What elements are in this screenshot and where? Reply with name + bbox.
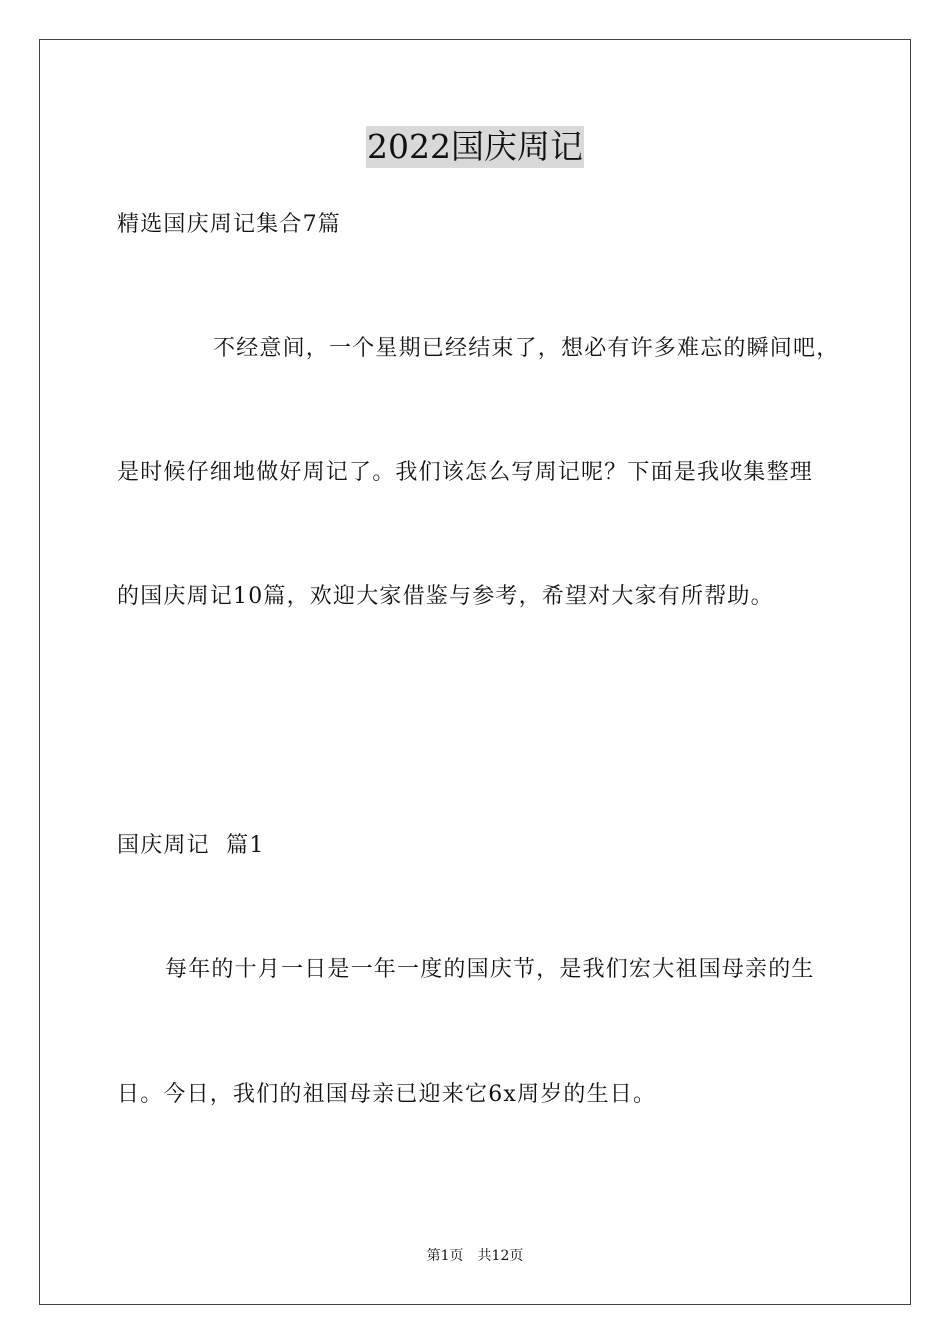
title-container	[0, 126, 950, 168]
intro-line-3: 的国庆周记10篇，欢迎大家借鉴与参考，希望对大家有所帮助。	[117, 584, 774, 609]
page-number-total: 共12页	[477, 1248, 524, 1264]
page-footer	[0, 1247, 950, 1265]
intro-line-2: 是时候仔细地做好周记了。我们该怎么写周记呢？下面是我收集整理	[117, 460, 814, 485]
section-line-2: 日。今日，我们的祖国母亲已迎来它6x周岁的生日。	[117, 1082, 657, 1107]
document-subtitle: 精选国庆周记集合7篇	[117, 212, 341, 237]
page-number-current: 第1页	[426, 1248, 464, 1264]
section-heading: 国庆周记 篇1	[117, 833, 265, 858]
section-line-1: 每年的十月一日是一年一度的国庆节，是我们宏大祖国母亲的生	[165, 957, 815, 982]
intro-line-1: 不经意间，一个星期已经结束了，想必有许多难忘的瞬间吧，	[213, 336, 840, 361]
document-title: 2022国庆周记	[367, 127, 583, 166]
